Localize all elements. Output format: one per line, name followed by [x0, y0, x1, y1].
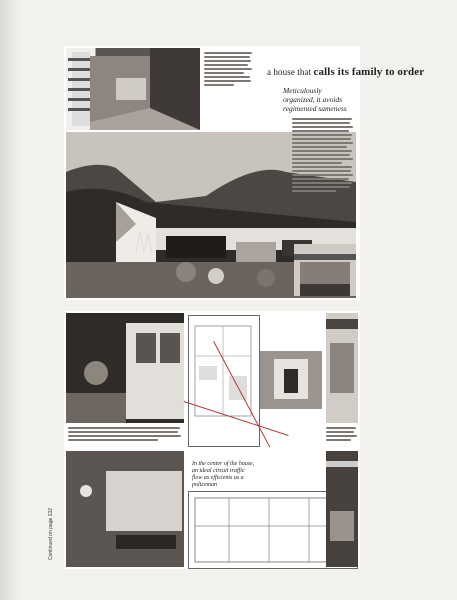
- headline: [267, 66, 424, 78]
- headline-small: a house that: [267, 67, 312, 77]
- bottom-spread: [64, 311, 360, 569]
- dining-photo: [326, 451, 358, 567]
- body-text-column: [292, 116, 354, 194]
- subheadline: Meticulously organized, it avoids regimented sameness: [283, 86, 347, 113]
- center-detail-photo: [260, 351, 322, 409]
- interior-corridor-photo: [66, 48, 200, 130]
- top-spread: [64, 46, 425, 300]
- headline-large: calls its family to order: [313, 66, 425, 78]
- patio-photo: [294, 244, 356, 296]
- page-edge-shadow: [0, 0, 20, 600]
- kitchen-photo: [326, 313, 358, 423]
- vertical-margin-text: Continued on page 132: [48, 508, 54, 560]
- living-room-photo: [66, 313, 184, 423]
- left-caption-text: [68, 425, 182, 443]
- intro-text-block: [204, 50, 254, 88]
- bedroom-photo: [66, 451, 184, 567]
- right-caption-text: [326, 425, 358, 443]
- plan-caption: In the center of the house, an ideal circuit traffic flow as efficients as a policeman: [192, 461, 255, 488]
- floor-plan-sketch: [188, 315, 260, 447]
